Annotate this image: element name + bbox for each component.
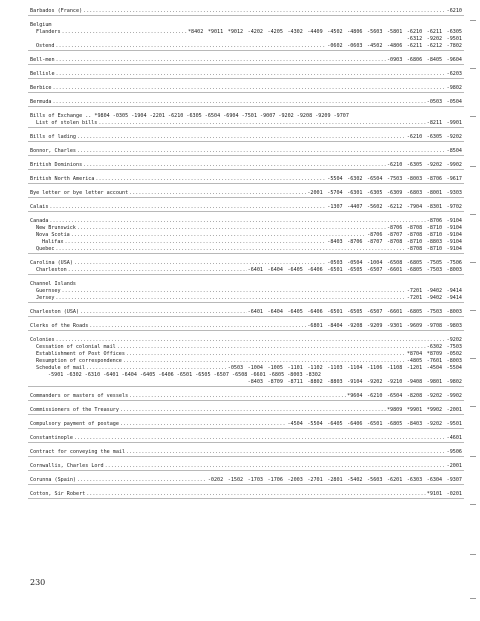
entry-label: Bermuda — [30, 99, 52, 105]
index-entry — [30, 71, 462, 77]
separator-rule — [28, 15, 464, 16]
entry-label: Colonies — [30, 337, 55, 343]
entry-label: Jersey — [36, 295, 55, 301]
entry-references: -9802 — [446, 85, 462, 91]
entry-label: -5901 -6302 -6310 -6401 -6404 -6405 -6406 -6501 -6505 -6507 -6508 -6601 -6805 -8003 -8302 — [48, 372, 321, 378]
entry-references: -8504 — [446, 148, 462, 154]
leader-dots — [80, 309, 247, 315]
entry-references: *8704 *8709 -0502 — [406, 351, 462, 357]
leader-dots — [126, 351, 406, 357]
margin-tick — [470, 310, 476, 311]
index-entry — [30, 260, 462, 266]
entry-references: -4504 -5504 -6405 -6406 -6501 -6805 -8403 -9202 -9501 — [287, 421, 462, 427]
index-entry — [30, 449, 462, 455]
leader-dots — [95, 176, 326, 182]
entry-label: Constantinople — [30, 435, 73, 441]
leader-dots — [71, 232, 366, 238]
entry-references: -6210 -6305 -9202 -9902 — [386, 162, 462, 168]
entry-label: New Brunswick — [36, 225, 76, 231]
leader-dots — [117, 344, 426, 350]
leader-dots — [77, 148, 446, 154]
entry-label: Bills of Exchange .. *9804 -0305 -1904 -2201 -6210 -6305 -6504 -6904 -7501 -9007 -9202 -9208 -9209 -9707 — [30, 113, 349, 119]
separator-rule — [28, 169, 464, 170]
index-entry — [30, 309, 462, 315]
entry-label: Bye letter or bye letter account — [30, 190, 129, 196]
entry-references: -6210 — [446, 8, 462, 14]
separator-rule — [28, 127, 464, 128]
margin-tick — [470, 116, 476, 117]
index-entry — [30, 477, 462, 483]
entry-label: Corunna (Spain) — [30, 477, 77, 483]
leader-dots — [55, 295, 405, 301]
entry-label: Carolina (USA) — [30, 260, 73, 266]
leader-dots — [68, 267, 247, 273]
index-entry — [30, 246, 462, 252]
leader-dots — [120, 421, 287, 427]
entry-references: -6801 -8404 -9208 -9209 -9301 -9609 -9708 -9803 — [307, 323, 462, 329]
index-entry — [30, 358, 462, 364]
separator-rule — [28, 414, 464, 415]
entry-label: Barbados (France) — [30, 8, 83, 14]
leader-dots — [77, 225, 386, 231]
index-entry — [30, 85, 462, 91]
entry-references: -7201 -9402 -9414 — [406, 288, 462, 294]
entry-label: British Dominions — [30, 162, 83, 168]
entry-references: -0602 -0603 -4502 -4806 -6211 -6212 -7802 — [327, 43, 462, 49]
leader-dots — [55, 246, 405, 252]
entry-label: Clerks of the Roads — [30, 323, 89, 329]
entry-references: -4805 -7601 -8003 — [406, 358, 462, 364]
index-entry — [30, 295, 462, 301]
entry-references: *9604 -6210 -6504 -8208 -9202 -9902 — [347, 393, 462, 399]
leader-dots — [56, 71, 446, 77]
index-entry — [30, 113, 462, 119]
separator-rule — [28, 106, 464, 107]
entry-references: -4601 — [446, 435, 462, 441]
entry-references: -8403 -8709 -8711 -8802 -8803 -9104 -9202 -9210 -9408 -9801 -9802 — [247, 379, 462, 385]
separator-rule — [28, 428, 464, 429]
index-entry — [30, 120, 462, 126]
separator-rule — [28, 211, 464, 212]
index-entry — [30, 407, 462, 413]
leader-dots — [83, 162, 386, 168]
leader-dots — [62, 29, 187, 35]
margin-tick — [470, 20, 476, 21]
separator-rule — [28, 183, 464, 184]
index-entry — [30, 351, 462, 357]
entry-references: -0903 -6806 -8405 -9604 — [386, 57, 462, 63]
index-entry — [30, 162, 462, 168]
leader-dots — [74, 435, 446, 441]
entry-references: -2001 -5704 -6301 -6305 -6309 -6803 -8001 -9303 — [307, 190, 462, 196]
separator-rule — [28, 64, 464, 65]
entry-references: -7201 -9402 -9414 — [406, 295, 462, 301]
entry-label: Calais — [30, 204, 49, 210]
entry-label: Charleston — [36, 267, 67, 273]
entry-label: Charleston (USA) — [30, 309, 80, 315]
index-entry — [30, 463, 462, 469]
entry-label: Flanders — [36, 29, 61, 35]
leader-dots — [52, 99, 425, 105]
index-entry — [30, 281, 462, 287]
entry-references: *9101 -0201 — [426, 491, 462, 497]
index-entry — [30, 267, 462, 273]
entry-label: Berbice — [30, 85, 52, 91]
separator-rule — [28, 456, 464, 457]
entry-label: Bell-men — [30, 57, 55, 63]
entry-references: -6210 -6305 -9202 — [406, 134, 462, 140]
index-entry — [30, 393, 462, 399]
entry-references: -6401 -6404 -6405 -6406 -6501 -6505 -6507 -6601 -6805 -7503 -8003 — [247, 309, 462, 315]
entry-references: -9506 — [446, 449, 462, 455]
entry-label: Belgium — [30, 22, 52, 28]
index-entry — [30, 379, 462, 385]
separator-rule — [28, 386, 464, 387]
separator-rule — [28, 316, 464, 317]
entry-label: British North America — [30, 176, 95, 182]
index-entry — [30, 232, 462, 238]
index-entry — [30, 435, 462, 441]
index-entry — [30, 323, 462, 329]
margin-tick — [470, 406, 476, 407]
entry-references: -0202 -1502 -1703 -1706 -2003 -2701 -2801 -5402 -5603 -6201 -6303 -6304 -9307 — [207, 477, 462, 483]
index-entry — [30, 491, 462, 497]
entry-references: *9809 *9901 *9902 -2001 — [386, 407, 462, 413]
index-entry — [30, 148, 462, 154]
leader-dots — [62, 288, 406, 294]
entry-label: Bills of lading — [30, 134, 77, 140]
leader-dots — [89, 323, 306, 329]
index-entry — [30, 134, 462, 140]
margin-tick — [470, 504, 476, 505]
leader-dots — [98, 120, 425, 126]
separator-rule — [28, 50, 464, 51]
margin-tick — [470, 554, 476, 555]
entry-label: Cessation of colonial mail — [36, 344, 116, 350]
entry-references: -6203 — [446, 71, 462, 77]
entry-label: Contract for conveying the mail — [30, 449, 126, 455]
index-entry — [30, 57, 462, 63]
entry-label: Resumption of correspondence — [36, 358, 122, 364]
margin-tick — [470, 68, 476, 69]
index-entry — [30, 190, 462, 196]
entry-label: Quebec — [36, 246, 55, 252]
leader-dots — [64, 239, 326, 245]
index-entry — [30, 43, 462, 49]
leader-dots — [74, 260, 326, 266]
leader-dots — [129, 190, 306, 196]
index-entry — [30, 372, 462, 378]
entry-references: -8706 -8708 -8710 -9104 — [386, 225, 462, 231]
entry-references: -6312 -9202 -9501 — [406, 36, 462, 42]
index-entry — [30, 344, 462, 350]
leader-dots — [83, 8, 446, 14]
index-entry — [30, 218, 462, 224]
leader-dots — [49, 218, 425, 224]
separator-rule — [28, 302, 464, 303]
entry-references: -8708 -8710 -9104 — [406, 246, 462, 252]
entry-references: -8403 -8706 -8707 -8708 -8710 -8803 -9104 — [327, 239, 462, 245]
separator-rule — [28, 400, 464, 401]
leader-dots — [105, 463, 446, 469]
page-number: 230 — [30, 578, 46, 587]
entry-label: Compulsory payment of postage — [30, 421, 119, 427]
leader-dots — [123, 358, 406, 364]
index-entry — [30, 421, 462, 427]
separator-rule — [28, 78, 464, 79]
entry-references: -1307 -4407 -5602 -6212 -7904 -8301 -9702 — [327, 204, 462, 210]
leader-dots — [86, 491, 426, 497]
separator-rule — [28, 330, 464, 331]
entry-label: Schedule of mail — [36, 365, 86, 371]
leader-dots — [56, 337, 446, 343]
leader-dots — [77, 134, 406, 140]
entry-label: Channel Islands — [30, 281, 77, 287]
separator-rule — [28, 197, 464, 198]
entry-label: Canada — [30, 218, 49, 224]
index-entry — [30, 29, 462, 35]
separator-rule — [28, 442, 464, 443]
margin-tick — [470, 214, 476, 215]
index-entry — [30, 337, 462, 343]
entry-label: Bellisle — [30, 71, 55, 77]
leader-dots — [49, 204, 326, 210]
leader-dots — [55, 43, 326, 49]
leader-dots — [129, 393, 346, 399]
entry-references: -9202 — [446, 337, 462, 343]
entry-references: -8706 -9104 — [426, 218, 462, 224]
entry-references: -8211 -9901 — [426, 120, 462, 126]
entry-label: Commissioners of the Treasury — [30, 407, 119, 413]
separator-rule — [28, 498, 464, 499]
index-entry — [30, 8, 462, 14]
index-entry — [30, 22, 462, 28]
margin-tick — [470, 598, 476, 599]
entry-references: -0503 -0504 — [426, 99, 462, 105]
margin-tick — [470, 358, 476, 359]
entry-references: *8402 *9011 *9012 -4202 -4205 -4302 -4409 -4502 -4806 -5603 -5801 -6210 -6211 -6305 — [187, 29, 462, 35]
index-entry — [30, 288, 462, 294]
margin-tick — [470, 456, 476, 457]
entry-label: Nova Scotia — [36, 232, 70, 238]
index-entry — [30, 99, 462, 105]
leader-dots — [56, 57, 386, 63]
leader-dots — [77, 477, 207, 483]
entry-label: Establishment of Post Offices — [36, 351, 125, 357]
entry-label: Bonnor, Charles — [30, 148, 77, 154]
separator-rule — [28, 274, 464, 275]
entry-references: -6302 -7503 — [426, 344, 462, 350]
leader-dots — [120, 407, 386, 413]
entry-label: Guernsey — [36, 288, 61, 294]
index-entry — [30, 176, 462, 182]
separator-rule — [28, 484, 464, 485]
index-entry — [30, 365, 462, 371]
index-entry — [30, 225, 462, 231]
entry-label: Halifax — [42, 239, 64, 245]
separator-rule — [28, 141, 464, 142]
leader-dots — [86, 365, 227, 371]
margin-tick — [470, 166, 476, 167]
separator-rule — [28, 253, 464, 254]
entry-label: Cotton, Sir Robert — [30, 491, 86, 497]
index-entry — [30, 239, 462, 245]
entry-label: Ostend — [36, 43, 55, 49]
entry-label: Cornwallis, Charles Lord — [30, 463, 104, 469]
entry-label: List of stolen bills — [36, 120, 98, 126]
entry-references: -2001 — [446, 463, 462, 469]
entry-references: -0503 -1004 -1005 -1101 -1102 -1103 -1104 -1106 -1108 -1201 -4504 -5504 — [227, 365, 462, 371]
entry-references: -0503 -0504 -1004 -6508 -6805 -7505 -7506 — [327, 260, 462, 266]
index-entry — [30, 204, 462, 210]
leader-dots — [52, 85, 445, 91]
index-entry — [30, 36, 462, 42]
entry-references: -5504 -6302 -6504 -7503 -8003 -8706 -9617 — [327, 176, 462, 182]
separator-rule — [28, 155, 464, 156]
entry-label: Commanders or masters of vessels — [30, 393, 129, 399]
margin-tick — [470, 262, 476, 263]
separator-rule — [28, 470, 464, 471]
entry-references: -8706 -8707 -8708 -8710 -9104 — [367, 232, 462, 238]
leader-dots — [126, 449, 446, 455]
separator-rule — [28, 92, 464, 93]
entry-references: -6401 -6404 -6405 -6406 -6501 -6505 -6507 -6601 -6805 -7503 -8003 — [247, 267, 462, 273]
